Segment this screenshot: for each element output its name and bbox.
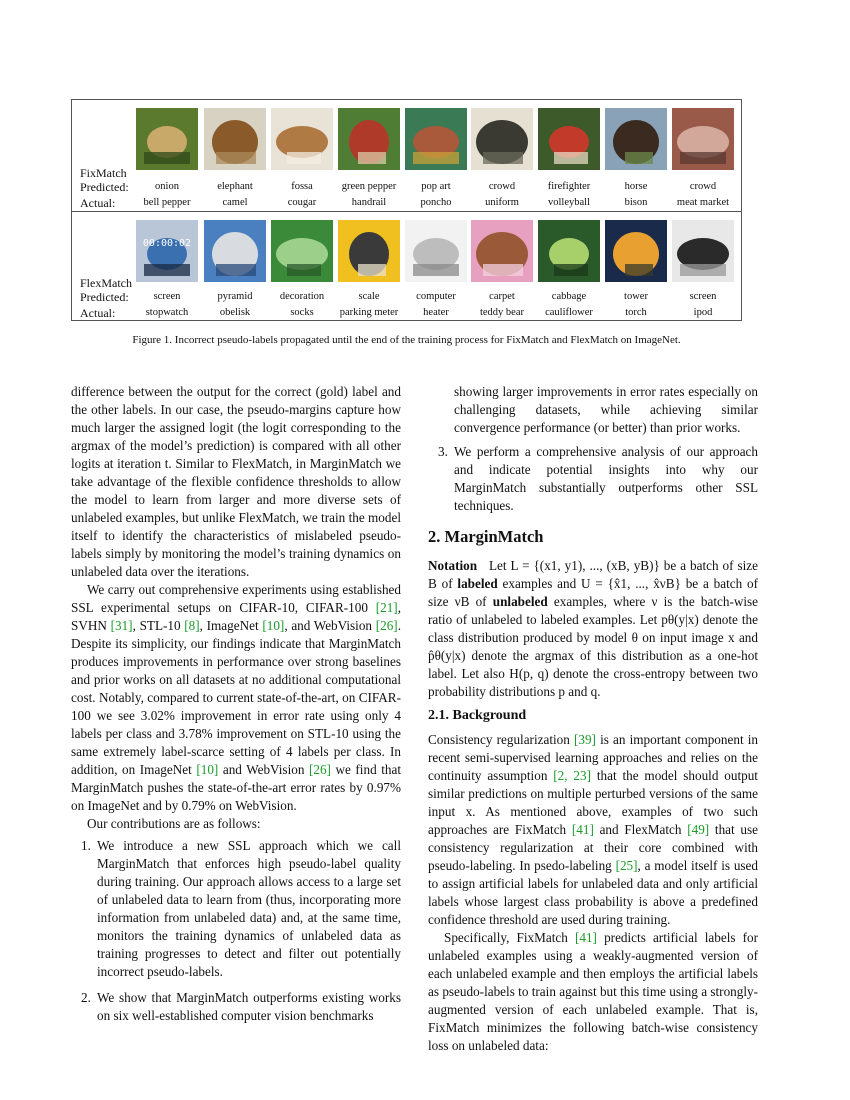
predicted-row-label: Predicted:	[80, 180, 129, 194]
citation-link[interactable]: [10]	[196, 762, 219, 777]
figure-thumbnail	[405, 220, 467, 282]
text-run: we find that MarginMatch pushes the state-of-the-art error rates by 0.97% on ImageNet and by 0.79% on WebVision.	[71, 762, 401, 813]
predicted-label: carpet	[489, 291, 515, 302]
text-run: We carry out comprehensive experiments using established SSL experimental setups on CIFAR-10, CIFAR-100	[71, 582, 401, 615]
thumbnail-detail	[554, 152, 588, 164]
thumbnail-detail	[680, 264, 726, 276]
text-run: , ImageNet	[199, 618, 263, 633]
paragraph: difference between the output for the correct (gold) label and the other labels. In our case, the pseudo-margins capture how much larger the assigned logit (the logit corresponding to the argmax of the model’s prediction) is compared with all other logits at iteration t. Similar to FlexMatch, in MarginMatch we take advantage of the flexible confidence thresholds to allow the model to learn from larger and more diverse sets of unlabeled examples, but unlike FlexMatch, we train the model itself to identify the characteristics of mislabeled pseudo-labels simply by monitoring the model’s training dynamics on unlabeled data over the iterations.	[71, 384, 401, 579]
text-run: and WebVision	[218, 762, 309, 777]
citation-link[interactable]: [26]	[375, 618, 398, 633]
thumbnail-image	[471, 220, 533, 282]
predicted-label: horse	[624, 181, 648, 192]
predicted-label: cabbage	[551, 291, 587, 302]
text-run: , SVHN	[71, 600, 401, 633]
predicted-label: screen	[689, 291, 717, 302]
thumbnail-detail	[483, 152, 523, 164]
figure-thumbnail	[338, 220, 400, 282]
text-run: , a model itself is used to assign artificial labels for unlabeled data and only artificial labels whose largest class probability is above a predefined confidence threshold are used during training.	[428, 858, 759, 927]
fixmatch-row	[72, 100, 741, 210]
text-run: , and WebVision	[284, 618, 376, 633]
actual-label: volleyball	[548, 197, 590, 208]
thumbnail-image	[405, 108, 467, 170]
predicted-label: scale	[358, 291, 380, 302]
figure-thumbnail	[271, 220, 333, 282]
thumbnail-detail	[358, 264, 386, 276]
citation-link[interactable]: [10]	[262, 618, 285, 633]
list-text: showing larger improvements in error rates especially on challenging datasets, while achieving similar convergence performance (or better) than prior works.	[454, 384, 758, 435]
paragraph	[71, 581, 401, 815]
citation-link[interactable]: [41]	[571, 822, 594, 837]
actual-label: torch	[625, 307, 647, 318]
thumbnail-image	[271, 108, 333, 170]
list-item	[71, 837, 401, 981]
figure-thumbnail	[204, 108, 266, 170]
thumbnail-image	[136, 220, 198, 282]
left-column	[71, 383, 401, 1025]
text-run: predicts artificial labels for unlabeled examples using a weakly-augmented version of each unlabeled example and then employs the artificial labels as pseudo-labels to train against but this time using a strongly-augmented version of each unlabeled example. That is, FixMatch minimizes the following batch-wise consistency loss on unlabeled data:	[428, 930, 758, 1053]
figure-thumbnail	[605, 220, 667, 282]
predicted-label: pyramid	[217, 291, 253, 302]
figure-1	[71, 99, 742, 321]
thumbnail-image	[672, 108, 734, 170]
predicted-label: crowd	[689, 181, 717, 192]
figure-thumbnail	[136, 220, 198, 282]
figure-thumbnail	[471, 220, 533, 282]
thumbnail-image	[204, 108, 266, 170]
citation-link[interactable]: [31]	[110, 618, 133, 633]
figure-thumbnail	[338, 108, 400, 170]
figure-thumbnail	[204, 220, 266, 282]
actual-label: heater	[423, 307, 449, 318]
thumbnail-detail	[287, 152, 321, 164]
actual-label: stopwatch	[145, 307, 189, 318]
thumbnail-detail	[625, 264, 653, 276]
predicted-label: decoration	[279, 291, 325, 302]
list-item	[428, 383, 758, 437]
flexmatch-row	[72, 212, 741, 322]
figure-thumbnail	[136, 108, 198, 170]
predicted-label: crowd	[488, 181, 516, 192]
actual-label: teddy bear	[479, 307, 525, 318]
text-run: Specifically, FixMatch	[444, 930, 575, 945]
figure-thumbnail	[605, 108, 667, 170]
text-run: and FlexMatch	[593, 822, 688, 837]
thumbnail-detail	[144, 152, 190, 164]
thumbnail-image	[405, 220, 467, 282]
predicted-label: pop art	[421, 181, 451, 192]
actual-label: poncho	[420, 197, 452, 208]
figure-thumbnail	[471, 108, 533, 170]
actual-label: handrail	[351, 197, 387, 208]
actual-row-label: Actual:	[80, 306, 116, 320]
thumbnail-screen-text: 00:00:02	[142, 238, 192, 249]
list-number: 1.	[81, 838, 91, 853]
actual-label: camel	[222, 197, 248, 208]
predicted-label: tower	[624, 291, 648, 302]
list-text: We perform a comprehensive analysis of our approach and indicate potential insights into why our MarginMatch substantially outperforms other SSL techniques.	[454, 444, 758, 513]
figure-thumbnail	[672, 220, 734, 282]
predicted-label: elephant	[217, 181, 253, 192]
list-text: We introduce a new SSL approach which we call MarginMatch that enforces high pseudo-label quality during training. Our approach allows access to a large set of unlabeled data to learn from (thus, incorporating more information from unlabeled data) and, at the same time, monitors the training dynamics of unlabeled data as training progresses to detect and filter out potentially incorrect pseudo-labels.	[97, 838, 401, 979]
paragraph-label: Notation	[428, 558, 478, 573]
actual-label: ipod	[693, 307, 713, 318]
text-run: that use consistency regularization at their core combined with pseudo-labeling. In psedo-labeling	[428, 822, 759, 873]
actual-label: uniform	[485, 197, 519, 208]
bold-term: labeled	[457, 576, 498, 591]
method-label: FixMatch	[80, 166, 127, 180]
figure-thumbnail	[271, 108, 333, 170]
thumbnail-detail	[358, 152, 386, 164]
citation-link[interactable]: [2, 23]	[553, 768, 591, 783]
thumbnail-image	[136, 108, 198, 170]
actual-label: meat market	[676, 197, 730, 208]
citation-link[interactable]: [49]	[687, 822, 710, 837]
citation-link[interactable]: [41]	[574, 930, 597, 945]
thumbnail-image	[204, 220, 266, 282]
thumbnail-image	[605, 108, 667, 170]
figure-caption: Figure 1. Incorrect pseudo-labels propagated until the end of the training process for FixMatch and FlexMatch on ImageNet.	[132, 334, 681, 346]
figure-thumbnail	[405, 108, 467, 170]
list-text: We show that MarginMatch outperforms existing works on six well-established computer vision benchmarks	[97, 990, 401, 1023]
citation-link[interactable]: [39]	[573, 732, 596, 747]
thumbnail-image	[338, 220, 400, 282]
section-heading: 2. MarginMatch	[428, 527, 544, 546]
paragraph	[428, 929, 758, 1055]
list-number: 2.	[81, 990, 91, 1005]
text-run: examples, where ν is the batch-wise ratio of unlabeled to labeled examples. Let pθ(y|x) denote the class distribution produced by model θ on input image x and p̂θ(y|x) denote the argmax of this distribution as a one-hot label. Let also H(p, q) denote the cross-entropy between two probability distributions p and q.	[428, 594, 759, 699]
thumbnail-image	[538, 108, 600, 170]
actual-row-label: Actual:	[80, 196, 116, 210]
text-run: . Despite its simplicity, our findings indicate that MarginMatch produces improvements in performance over strong baselines and prior works on all datasets at no additional computational cost. Notably, compared to current state-of-the-art, on CIFAR-100 we see 3.02% improvement in error rate using only 4 labels per class and 3.78% improvement on STL-10 using the same extremely label-scarce setting of 4 labels per class. In addition, on ImageNet	[71, 618, 401, 777]
thumbnail-detail	[554, 264, 588, 276]
figure-thumbnail	[538, 220, 600, 282]
list-item	[428, 443, 758, 515]
thumbnail-image	[471, 108, 533, 170]
bold-term: unlabeled	[492, 594, 548, 609]
paragraph	[428, 557, 758, 701]
predicted-label: firefighter	[547, 181, 591, 192]
text-run: that the model should output similar predictions on multiple perturbed versions of the same input x. As mentioned above, examples of two such approaches are FixMatch	[428, 768, 758, 837]
thumbnail-image	[338, 108, 400, 170]
thumbnail-detail	[144, 264, 190, 276]
list-item	[71, 989, 401, 1025]
thumbnail-image	[605, 220, 667, 282]
citation-link[interactable]: [8]	[184, 618, 200, 633]
thumbnail-detail	[287, 264, 321, 276]
actual-label: bison	[624, 197, 648, 208]
predicted-label: computer	[416, 291, 456, 302]
list-number: 3.	[438, 444, 448, 459]
figure-thumbnail	[538, 108, 600, 170]
thumbnail-detail	[483, 264, 523, 276]
thumbnail-detail	[413, 152, 459, 164]
predicted-label: screen	[153, 291, 181, 302]
thumbnail-image	[538, 220, 600, 282]
thumbnail-detail	[216, 264, 256, 276]
actual-label: obelisk	[219, 307, 251, 318]
thumbnail-image	[672, 220, 734, 282]
thumbnail-detail	[413, 264, 459, 276]
actual-label: cougar	[287, 197, 317, 208]
citation-link[interactable]: [26]	[308, 762, 331, 777]
citation-link[interactable]: [25]	[615, 858, 638, 873]
figure-thumbnail	[672, 108, 734, 170]
paragraph	[428, 731, 758, 929]
text-run: examples and U = {x̂1, ..., x̂νB} be a batch of size νB of	[428, 576, 758, 609]
text-run: Consistency regularization	[428, 732, 574, 747]
predicted-row-label: Predicted:	[80, 290, 129, 304]
method-label: FlexMatch	[80, 276, 132, 290]
actual-label: socks	[290, 307, 314, 318]
predicted-label: green pepper	[341, 181, 397, 192]
subsection-heading: 2.1. Background	[428, 708, 527, 723]
predicted-label: onion	[155, 181, 179, 192]
thumbnail-detail	[680, 152, 726, 164]
actual-label: bell pepper	[143, 197, 191, 208]
actual-label: parking meter	[339, 307, 399, 318]
citation-link[interactable]: [21]	[375, 600, 398, 615]
paragraph: Our contributions are as follows:	[87, 816, 261, 831]
thumbnail-image	[271, 220, 333, 282]
thumbnail-detail	[625, 152, 653, 164]
thumbnail-detail	[216, 152, 256, 164]
actual-label: cauliflower	[545, 307, 593, 318]
text-run: , STL-10	[132, 618, 185, 633]
text-run: Let L = {(x1, y1), ..., (xB, yB)} be a batch of size B of	[428, 558, 758, 591]
predicted-label: fossa	[291, 181, 313, 192]
text-run: is an important component in recent semi-supervised learning approaches and relies on the continuity assumption	[428, 732, 758, 783]
right-column	[428, 383, 758, 1055]
